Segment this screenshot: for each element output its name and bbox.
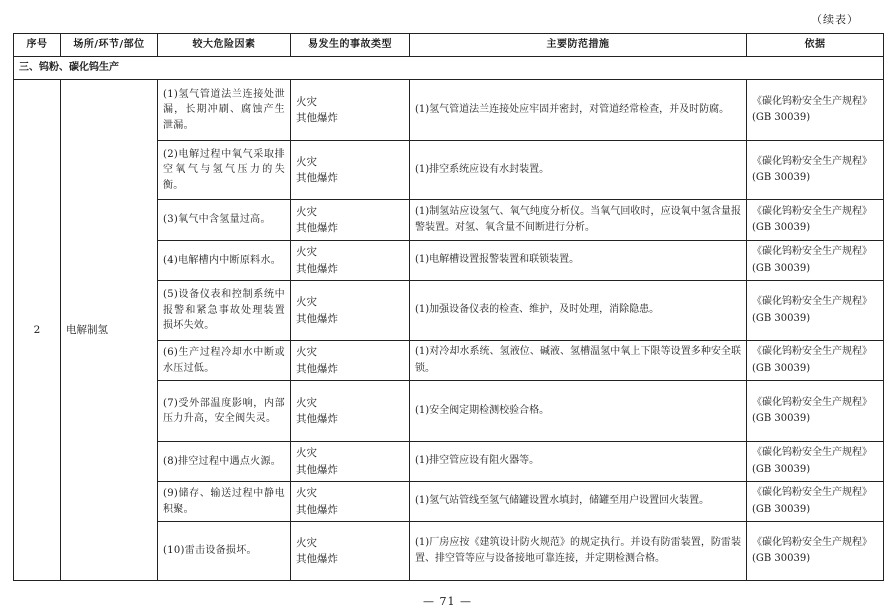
header-basis: 依据: [747, 34, 884, 57]
hazard-factor: (10)雷击设备损坏。: [158, 522, 291, 581]
accident-type: [291, 482, 410, 522]
hazard-factor: (4)电解槽内中断原料水。: [158, 241, 291, 281]
accident-type-2: 其他爆炸: [296, 312, 338, 325]
prevention-measure: (1)电解槽设置报警装置和联锁装置。: [410, 241, 747, 281]
continuation-label: （续表）: [811, 13, 859, 26]
hazard-factor: (6)生产过程冷却水中断或水压过低。: [158, 341, 291, 381]
accident-type-2: 其他爆炸: [296, 262, 338, 275]
group-location: 电解制氢: [61, 80, 158, 581]
accident-type: [291, 522, 410, 581]
accident-type: [291, 341, 410, 381]
hazard-factor: (7)受外部温度影响，内部压力升高，安全阀失灵。: [158, 381, 291, 442]
accident-type-2: 其他爆炸: [296, 463, 338, 476]
table-header-row: [14, 34, 884, 57]
hazard-factor: (8)排空过程中遇点火源。: [158, 442, 291, 482]
prevention-measure: (1)排空管应设有阻火器等。: [410, 442, 747, 482]
basis-reference: 《碳化钨粉安全生产规程》(GB 30039): [747, 80, 884, 141]
basis-reference: 《碳化钨粉安全生产规程》(GB 30039): [747, 442, 884, 482]
page-number: — 71 —: [423, 595, 472, 608]
accident-type-1: 火灾: [296, 346, 317, 358]
hazard-factor: (9)储存、输送过程中静电积聚。: [158, 482, 291, 522]
hazard-factor: (3)氧气中含氢量过高。: [158, 200, 291, 241]
accident-type-2: 其他爆炸: [296, 503, 338, 516]
accident-type-1: 火灾: [296, 205, 317, 218]
basis-reference: 《碳化钨粉安全生产规程》(GB 30039): [747, 522, 884, 581]
basis-reference: 《碳化钨粉安全生产规程》(GB 30039): [747, 341, 884, 381]
accident-type-2: 其他爆炸: [296, 362, 338, 375]
prevention-measure: (1)排空系统应设有水封装置。: [410, 141, 747, 200]
accident-type-1: 火灾: [296, 536, 317, 549]
accident-type-2: 其他爆炸: [296, 112, 338, 124]
hazard-factor: (1)氢气管道法兰连接处泄漏，长期冲刷、腐蚀产生泄漏。: [158, 80, 291, 141]
accident-type-2: 其他爆炸: [296, 553, 338, 565]
prevention-measure: (1)安全阀定期检测校验合格。: [410, 381, 747, 442]
accident-type-2: 其他爆炸: [296, 413, 338, 425]
section-row: [14, 57, 884, 80]
accident-type-1: 火灾: [296, 155, 317, 168]
accident-type-1: 火灾: [296, 447, 317, 459]
basis-reference: 《碳化钨粉安全生产规程》(GB 30039): [747, 482, 884, 522]
prevention-measure: (1)氢气管道法兰连接处应牢固并密封，对管道经常检查，并及时防腐。: [410, 80, 747, 141]
basis-reference: 《碳化钨粉安全生产规程》(GB 30039): [747, 141, 884, 200]
accident-type: [291, 200, 410, 241]
accident-type: [291, 381, 410, 442]
hazard-factor: (2)电解过程中氧气采取排空氧气与氢气压力的失衡。: [158, 141, 291, 200]
hazard-factor: (5)设备仪表和控制系统中报警和紧急事故处理装置损坏失效。: [158, 281, 291, 341]
accident-type: [291, 141, 410, 200]
accident-type: [291, 241, 410, 281]
accident-type: [291, 80, 410, 141]
accident-type-1: 火灾: [296, 487, 317, 499]
accident-type: [291, 281, 410, 341]
prevention-measure: (1)制氢站应设氢气、氧气纯度分析仪。当氧气回收时，应设氧中氢含量报警装置。对氢、氧含量不间断进行分析。: [410, 200, 747, 241]
prevention-measure: (1)厂房应按《建筑设计防火规范》的规定执行。并设有防雷装置，防雷装置、排空管等应与设备接地可靠连接，并定期检测合格。: [410, 522, 747, 581]
header-factor: 较大危险因素: [158, 34, 291, 57]
header-measures: 主要防范措施: [410, 34, 747, 57]
prevention-measure: (1)氢气站管线至氢气储罐设置水填封，储罐至用户设置回火装置。: [410, 482, 747, 522]
prevention-measure: (1)加强设备仪表的检查、维护，及时处理，消除隐患。: [410, 281, 747, 341]
basis-reference: 《碳化钨粉安全生产规程》(GB 30039): [747, 241, 884, 281]
group-seq: 2: [14, 80, 61, 581]
prevention-measure: (1)对冷却水系统、氢液位、碱液、氢槽温氢中氧上下限等设置多种安全联锁。: [410, 341, 747, 381]
basis-reference: 《碳化钨粉安全生产规程》(GB 30039): [747, 200, 884, 241]
header-accident: 易发生的事故类型: [291, 34, 410, 57]
accident-type-1: 火灾: [296, 296, 317, 308]
basis-reference: 《碳化钨粉安全生产规程》(GB 30039): [747, 281, 884, 341]
accident-type-2: 其他爆炸: [296, 172, 338, 184]
accident-type-1: 火灾: [296, 396, 317, 409]
section-title: 三、钨粉、碳化钨生产: [14, 57, 884, 80]
hazard-table: [13, 33, 884, 581]
accident-type: [291, 442, 410, 482]
accident-type-1: 火灾: [296, 246, 317, 258]
header-seq: 序号: [14, 34, 61, 57]
accident-type-2: 其他爆炸: [296, 222, 338, 234]
header-location: 场所/环节/部位: [61, 34, 158, 57]
accident-type-1: 火灾: [296, 95, 317, 108]
basis-reference: 《碳化钨粉安全生产规程》(GB 30039): [747, 381, 884, 442]
table-row: [14, 80, 884, 141]
